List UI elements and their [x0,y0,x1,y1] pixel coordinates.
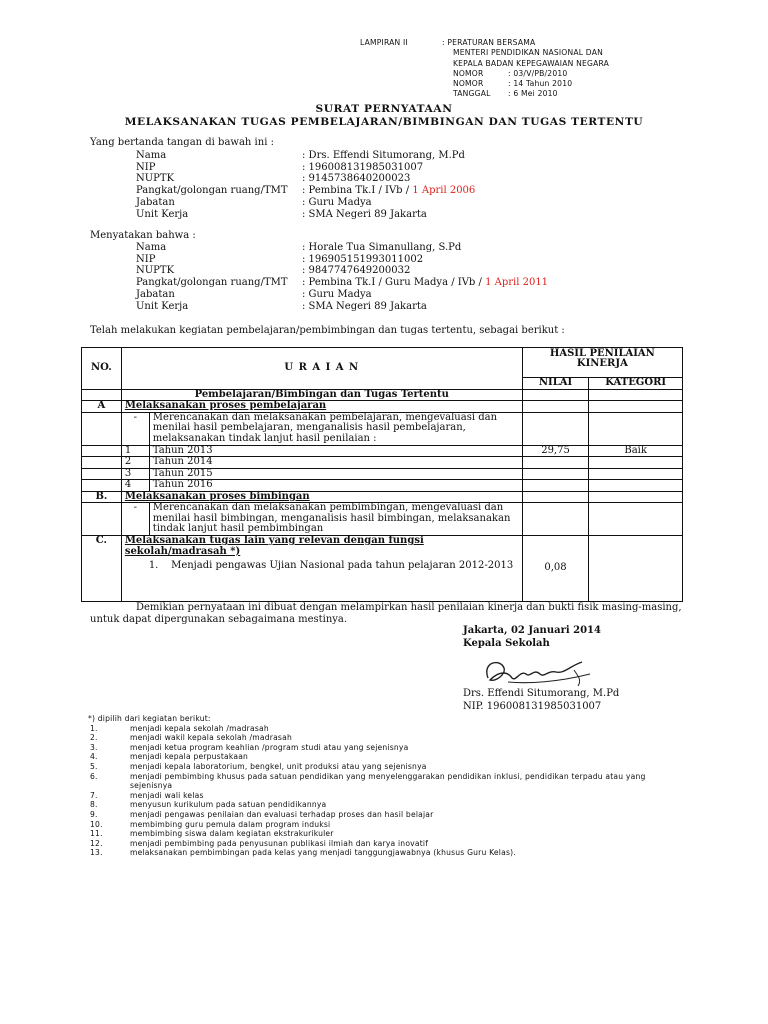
nomor1-value: : 03/V/PB/2010 [508,68,568,78]
closing-text-1: Demikian pernyataan ini dibuat dengan melampirkan hasil penilaian kinerja dan bukti fisik masing-masing, [136,602,682,613]
note-text: menjadi pembimbing pada penyusunan publikasi ilmiah dan karya inovatif [130,838,429,848]
table-row [82,480,683,492]
nomor2-value: : 14 Tahun 2010 [508,79,573,89]
note-number: 6. [90,771,98,781]
year-nilai [522,468,589,480]
appendix-line3: KEPALA BADAN KEPEGAWAIAN NEGARA [453,58,610,68]
year-label: Tahun 2016 [149,480,522,492]
signer-unit: : SMA Negeri 89 Jakarta [302,208,427,220]
header-no: NO. [82,348,122,390]
section-c-item-no: 1. [148,560,159,571]
header-hasil: HASIL PENILAIAN KINERJA [522,348,682,378]
year-no: 2 [121,457,149,469]
signer-nama-label: Nama [136,150,167,161]
year-nilai [522,457,589,469]
signer-name: Drs. Effendi Situmorang, M.Pd [463,688,620,699]
note-text: menjadi wakil kepala sekolah /madrasah [130,733,292,743]
table-row [82,468,683,480]
note-text: melaksanakan pembimbingan pada kelas yang menjadi tanggungjawabnya (khusus Guru Kelas). [130,848,516,858]
signer-identity [136,150,475,220]
subject-pangkat: : Pembina Tk.I / Guru Madya / IVb / [302,277,482,289]
signer-nip-label: NIP [136,161,156,173]
note-number: 5. [90,761,98,771]
subject-pangkat-date: 1 April 2011 [485,277,549,289]
section-a-dash: - [121,412,149,445]
note-number: 9. [90,809,98,819]
subject-pangkat-label: Pangkat/golongan ruang/TMT [136,277,288,289]
document-subtitle: MELAKSANAKAN TUGAS PEMBELAJARAN/BIMBINGAN DAN TUGAS TERTENTU [124,116,644,128]
table-intro: Telah melakukan kegiatan pembelajaran/pembimbingan dan tugas tertentu, sebagai berikut : [90,325,565,336]
closing-text-2: untuk dapat dipergunakan sebagaimana mestinya. [90,614,348,625]
note-text: membimbing siswa dalam kegiatan ekstrakurikuler [130,829,334,839]
table-row [82,445,683,457]
section-c-no: C. [82,536,122,602]
list-item [90,724,690,734]
subject-jabatan-label: Jabatan [136,288,175,300]
subject-nuptk: : 9847747649200032 [302,265,411,277]
header-nilai: NILAI [522,378,589,390]
appendix-header [360,38,609,100]
section-a-no: A [82,401,122,413]
list-item [90,848,690,858]
year-nilai: 29,75 [522,445,589,457]
activity-table [81,347,683,602]
subject-unit: : SMA Negeri 89 Jakarta [302,300,427,312]
year-no: 3 [121,468,149,480]
header-uraian: U R A I A N [121,348,522,390]
subject-nip: : 196905151993011002 [302,253,424,265]
year-kategori: Baik [589,445,683,457]
signer-pangkat-date: 1 April 2006 [412,185,476,197]
list-item [90,752,690,762]
signer-nuptk: : 9145738640200023 [302,173,411,185]
note-number: 13. [90,848,103,858]
notes-list [90,714,690,858]
year-kategori [589,480,683,492]
signature-image [478,652,598,692]
list-item [90,810,690,820]
signer-nip: : 196008131985031007 [302,161,424,173]
note-number: 3. [90,742,98,752]
year-label: Tahun 2015 [149,468,522,480]
header-kategori: KATEGORI [589,378,683,390]
subject-jabatan: : Guru Madya [302,288,372,300]
note-number: 7. [90,790,98,800]
signer-nama: : Drs. Effendi Situmorang, M.Pd [302,150,465,161]
year-no: 1 [121,445,149,457]
year-label: Tahun 2014 [149,457,522,469]
notes-intro: *) dipilih dari kegiatan berikut: [88,714,211,723]
position-title: Kepala Sekolah [463,638,550,649]
section-c-title: Melaksanakan tugas lain yang relevan dengan fungsi sekolah/madrasah *) [124,535,424,557]
list-item [90,743,690,753]
list-item [90,800,690,810]
subject-nuptk-label: NUPTK [136,265,175,277]
year-kategori [589,457,683,469]
subject-nama: : Horale Tua Simanullang, S.Pd [302,242,462,253]
list-item [90,829,690,839]
note-number: 1. [90,723,98,733]
list-item [90,820,690,830]
section-a-desc: Merencanakan dan melaksanakan pembelajaran, mengevaluasi dan menilai hasil pembelajaran, menganalisis hasil pembelajaran, melaksanakan tindak lanjut hasil penilaian : [149,412,522,445]
subject-identity [136,242,548,312]
signer-intro: Yang bertanda tangan di bawah ini : [90,137,274,148]
note-text: menjadi pengawas penilaian dan evaluasi terhadap proses dan hasil belajar [130,809,434,819]
section-c-item [125,561,519,572]
signer-pangkat-label: Pangkat/golongan ruang/TMT [136,185,288,197]
section-b-desc: Merencanakan dan melaksanakan pembimbingan, mengevaluasi dan menilai hasil bimbingan, menganalisis hasil bimbingan, melaksanakan tindak lanjut hasil pembimbingan [149,503,522,536]
signer-unit-label: Unit Kerja [136,208,189,220]
note-text: menyusun kurikulum pada satuan pendidikannya [130,800,327,810]
note-number: 4. [90,752,98,762]
section-c-nilai: 0,08 [522,536,589,602]
subject-unit-label: Unit Kerja [136,300,189,312]
list-item [90,839,690,849]
signer-jabatan: : Guru Madya [302,196,372,208]
appendix-line1: PERATURAN BERSAMA [447,38,536,47]
year-no: 4 [121,480,149,492]
list-item [90,772,690,791]
note-text: menjadi kepala perpustakaan [130,752,249,762]
tanggal-label: TANGGAL [453,89,491,99]
section-a-title: Melaksanakan proses pembelajaran [121,401,522,413]
signer-jabatan-label: Jabatan [136,196,175,208]
section-c-item-text: Menjadi pengawas Ujian Nasional pada tahun pelajaran 2012-2013 [171,560,514,571]
subject-nama-label: Nama [136,242,167,253]
signer-nuptk-label: NUPTK [136,173,175,185]
year-nilai [522,480,589,492]
section-c-cell [121,536,522,602]
nomor1-label: NOMOR [453,68,484,78]
list-item [90,733,690,743]
declare-intro: Menyatakan bahwa : [90,230,196,241]
place-date: Jakarta, 02 Januari 2014 [463,625,601,636]
year-label: Tahun 2013 [149,445,522,457]
list-item [90,791,690,801]
note-text: menjadi pembimbing khusus pada satuan pendidikan yang menyelenggarakan pendidikan inklusi, pendidikan terpadu atau yang sejenisnya [130,771,646,791]
note-text: menjadi wali kelas [130,790,204,800]
appendix-line2: MENTERI PENDIDIKAN NASIONAL DAN [453,48,603,58]
note-number: 12. [90,838,103,848]
appendix-label: LAMPIRAN II [360,38,408,47]
section-b-title: Melaksanakan proses bimbingan [121,491,522,503]
signer-pangkat: : Pembina Tk.I / IVb / [302,185,410,197]
note-number: 11. [90,829,103,839]
tanggal-value: : 6 Mei 2010 [508,89,558,99]
note-number: 8. [90,800,98,810]
note-number: 2. [90,733,98,743]
note-text: menjadi kepala laboratorium, bengkel, unit produksi atau yang sejenisnya [130,761,427,771]
note-text: menjadi ketua program keahlian /program studi atau yang sejenisnya [130,742,409,752]
note-text: membimbing guru pemula dalam program induksi [130,819,331,829]
nomor2-label: NOMOR [453,79,484,89]
subject-nip-label: NIP [136,253,156,265]
signer-nip-footer: NIP. 196008131985031007 [463,701,602,712]
document-title: SURAT PERNYATAAN [315,103,453,115]
section-b-dash: - [121,503,149,536]
appendix-sep: : [442,38,445,47]
year-kategori [589,468,683,480]
note-number: 10. [90,819,103,829]
section-b-no: B. [82,491,122,503]
section-title: Pembelajaran/Bimbingan dan Tugas Tertentu [121,389,522,401]
list-item [90,762,690,772]
table-row [82,457,683,469]
note-text: menjadi kepala sekolah /madrasah [130,723,269,733]
